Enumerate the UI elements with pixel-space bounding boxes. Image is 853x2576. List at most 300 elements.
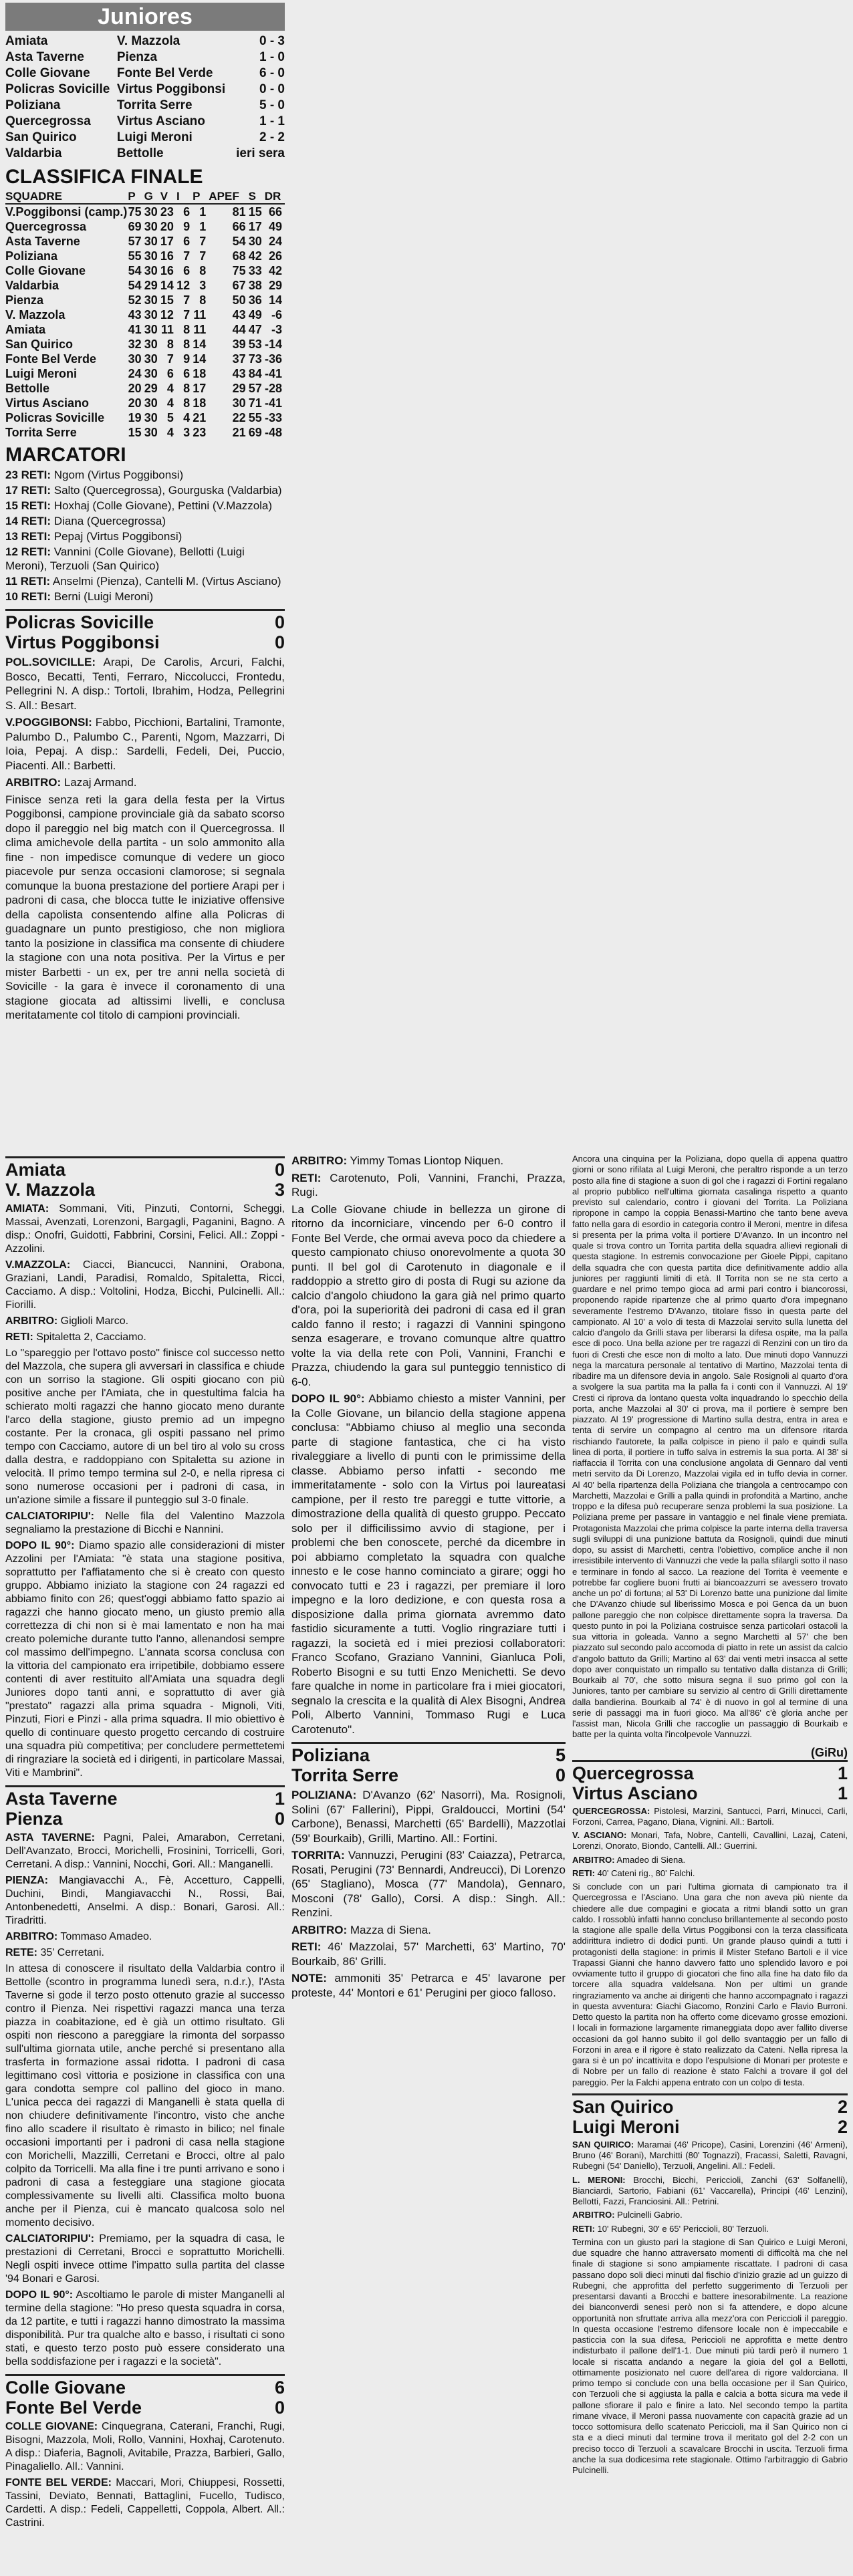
home-team: San Quirico	[572, 2096, 674, 2117]
standings-cell: -33	[264, 411, 282, 424]
report-paragraph	[5, 1259, 285, 1312]
standings-cell: V. Mazzola	[5, 308, 66, 321]
scorer-names: Hoxhaj (Colle Giovane), Pettini (V.Mazzola)	[53, 499, 273, 512]
home-score: 1	[274, 1789, 285, 1809]
paragraph-text: Cinquegrana, Caterani, Franchi, Rugi, Bisogni, Mazzola, Moli, Rollo, Vannini, Hoxhaj, Carotenuto. A disp.: Diaferia, Bagnoli, Avitabile, Prazza, Barbieri, Gallo, Pinagaliello. All.: Vannini.	[5, 2421, 285, 2472]
standings-cell: 30	[144, 396, 158, 410]
standings-header-cell: G	[144, 190, 160, 204]
standings-cell: 3	[199, 279, 207, 292]
home-score: 5	[555, 1745, 566, 1765]
scorer-names: Pepaj (Virtus Poggibonsi)	[53, 530, 182, 543]
result-away: Virtus Asciano	[116, 114, 205, 128]
standings-cell	[217, 396, 233, 410]
standings-cell	[209, 337, 217, 352]
standings-cell: 43	[128, 308, 142, 321]
standings-cell: 29	[144, 382, 158, 395]
paragraph-text: Amadeo di Siena.	[616, 1854, 686, 1865]
standings-cell: Bettolle	[5, 382, 50, 395]
report-paragraph	[5, 1962, 285, 2230]
report-paragraph	[5, 1315, 285, 1328]
match-away-row	[5, 2398, 285, 2418]
standings-cell	[217, 293, 233, 307]
match-report-continued	[291, 1154, 566, 1736]
standings-cell	[217, 366, 233, 381]
standings-cell: 69	[128, 220, 142, 233]
report-paragraph	[5, 1874, 285, 1928]
standings-cell	[217, 219, 233, 234]
standings-header-cell: A	[209, 190, 217, 203]
standings-cell: 57	[128, 235, 142, 248]
scorer-goals: 15 RETI:	[5, 499, 51, 512]
away-team: Virtus Asciano	[572, 1783, 698, 1803]
standings-cell	[209, 263, 217, 278]
standings-cell: V.Poggibonsi (camp.)	[5, 205, 128, 219]
paragraph-label: RETI:	[5, 1331, 33, 1343]
standings-header-cell: F	[232, 190, 248, 204]
match-report	[5, 2374, 285, 2530]
standings-cell: 67	[232, 279, 246, 292]
standings-row	[5, 322, 285, 337]
standings-cell: 1	[199, 205, 207, 219]
match-header	[572, 2093, 848, 2137]
paragraph-text: In attesa di conoscere il risultato della Valdarbia contro il Bettolle (scontro in programma lunedì sera, n.d.r.), l'Asta Taverne si gode il terzo posto ottenuto grazie al successo contro il Pienza. Nei rispettivi ragazzi manca una terza piazza in coabitazione, ed è già un ottimo risultato. Gli ospiti non riescono a pareggiare la rimonta del sorpasso sull'ultima giornata utile, anche perché si presentano alla trasferta in formazione assai ridotta. I padroni di casa legittimano così vittoria e posizione in classifica con una gara condotta sempre col pallino del gioco in mano. L'unica pecca dei ragazzi di Manganelli è stata quella di non chiudere definitivamente l'incontro, visto che anche fino allo scadere il risultato è rimasto in bilico; nel finale occasioni importanti per i padroni di casa nella stagione con Morichelli, Mazzilli, Cerretani e Brocci, oltre al palo colpito da Torricelli. Ma alla fine i tre punti arrivano e sono i padroni di casa a festeggiare una stagione giocata complessivamente su livelli alti. Classifica molto buona anche per il Pienza, cui è mancato qualcosa solo nel momento decisivo.	[5, 1963, 285, 2228]
standings-cell: 54	[128, 279, 142, 292]
standings-cell: 8	[183, 396, 191, 410]
standings-cell: 15	[248, 205, 262, 219]
paragraph-label: V. ASCIANO:	[572, 1830, 627, 1840]
paragraph-label: V.MAZZOLA:	[5, 1259, 71, 1271]
standings-row	[5, 234, 285, 249]
standings-row	[5, 381, 285, 396]
paragraph-label: POL.SOVICILLE:	[5, 656, 96, 668]
standings-cell: 19	[128, 411, 142, 424]
standings-cell	[209, 381, 217, 396]
paragraph-label: PIENZA:	[5, 1875, 48, 1886]
standings-cell	[217, 337, 233, 352]
standings-cell: 30	[128, 352, 142, 366]
standings-cell	[209, 307, 217, 322]
standings-cell: 5	[166, 411, 174, 424]
standings-cell: 30	[232, 396, 246, 410]
report-paragraph	[572, 1806, 848, 1828]
away-score: 1	[837, 1783, 848, 1803]
standings-cell: 57	[248, 382, 262, 395]
standings-row	[5, 263, 285, 278]
report-paragraph	[5, 715, 285, 773]
match-report	[5, 1785, 285, 2369]
standings-cell: 36	[248, 293, 262, 307]
standings-cell: 8	[199, 264, 207, 277]
result-row	[5, 114, 285, 130]
paragraph-label: CALCIATORIPIU':	[5, 1511, 94, 1522]
result-row	[5, 82, 285, 98]
standings-cell: 18	[193, 367, 207, 380]
paragraph-label: ARBITRO:	[572, 1854, 615, 1865]
standings-cell: 24	[128, 367, 142, 380]
home-team: Quercegrossa	[572, 1763, 694, 1783]
paragraph-label: FONTE BEL VERDE:	[5, 2477, 112, 2488]
away-score: 0	[555, 1765, 566, 1785]
paragraph-label: QUERCEGROSSA:	[572, 1805, 650, 1816]
result-score: 1 - 0	[259, 50, 285, 64]
paragraph-text: Fabbo, Picchioni, Bartalini, Tramonte, Palumbo D., Palumbo C., Parenti, Ngom, Mazzarri, Di Ioia, Pepaj. A disp.: Sardelli, Fedeli, Dei, Puccio, Piacenti. All.: Barbetti.	[5, 716, 285, 772]
standings-cell: 30	[144, 205, 158, 219]
report-paragraph	[572, 1830, 848, 1852]
paragraph-text: Lazaj Armand.	[64, 776, 137, 789]
result-home: Quercegrossa	[5, 114, 91, 128]
standings-cell: -6	[271, 308, 282, 321]
standings-cell: 30	[144, 235, 158, 248]
report-paragraph	[572, 1154, 848, 1741]
match-report-continued	[572, 1154, 848, 1741]
result-score: 0 - 3	[259, 34, 285, 48]
standings-cell	[217, 410, 233, 425]
standings-cell: 18	[193, 396, 207, 410]
column-lower-left	[5, 1151, 285, 2533]
standings-cell: 37	[232, 352, 246, 366]
away-team: Pienza	[5, 1809, 63, 1829]
standings-cell: 30	[144, 264, 158, 277]
scorer-row	[5, 499, 285, 513]
paragraph-label: DOPO IL 90°:	[291, 1392, 365, 1405]
standings-cell: 54	[128, 264, 142, 277]
report-paragraph	[291, 1154, 566, 1168]
standings-cell	[209, 293, 217, 307]
result-score: 5 - 0	[259, 98, 285, 112]
standings-cell: 8	[166, 338, 174, 351]
standings-cell: 53	[248, 338, 262, 351]
report-paragraph	[291, 1171, 566, 1200]
match-header	[291, 1742, 566, 1785]
report-paragraph	[291, 1923, 566, 1938]
match-report	[572, 2093, 848, 2476]
standings-cell	[209, 425, 217, 440]
standings-row	[5, 307, 285, 322]
paragraph-label: ARBITRO:	[572, 2210, 615, 2220]
away-team: Fonte Bel Verde	[5, 2398, 142, 2418]
report-paragraph	[5, 1331, 285, 1344]
standings-cell: Policras Sovicille	[5, 411, 105, 424]
standings-header-cell: P	[193, 190, 209, 204]
paragraph-text: Tommaso Amadeo.	[60, 1931, 152, 1942]
report-paragraph	[572, 1882, 848, 2088]
standings-cell: -36	[264, 352, 282, 366]
standings-cell: -3	[271, 323, 282, 336]
paragraph-label: SAN QUIRICO:	[572, 2139, 634, 2150]
paragraph-text: Lo "spareggio per l'ottavo posto" finisce col successo netto del Mazzola, che supera gli avversari in classifica e chiude con un sorriso la stagione. Gli ospiti giocano con più positive anche per l'Amiata, che in questultima falcia ha schierato molti ragazzi che hanno giocato meno durante l'arco della stagione, giusto premio ad un impegno costante. Per la cronaca, gli ospiti passano nel primo tempo con Cacciamo, autore di un bel tiro al volo su cross dalla destra, e raddoppiano con Spitaletta su azione in velocità. Il primo tempo termina sul 2-0, e nella ripresa ci sono numerose occasioni per i padroni di casa, in un'azione simile a fissare il punteggio sul 3-0 finale.	[5, 1347, 285, 1506]
paragraph-text: Nelle fila del Valentino Mazzola segnaliamo la prestazione di Bicchi e Nannini.	[5, 1511, 285, 1535]
standings-cell	[217, 322, 233, 337]
paragraph-text: ammoniti 35' Petrarca e 45' lavarone per proteste, 44' Montori e 61' Perugini per gioco falloso.	[291, 1972, 566, 1999]
standings-cell: 66	[232, 220, 246, 233]
standings-cell: 7	[183, 293, 191, 307]
standings-cell	[209, 352, 217, 366]
match-report	[5, 1156, 285, 1780]
home-team: Colle Giovane	[5, 2377, 126, 2398]
match-home-row	[5, 1156, 285, 1180]
paragraph-text: Mangiavacchi A., Fè, Accetturo, Cappelli, Duchini, Bindi, Mangiavacchi N., Rossi, Bai, Antonbenedetti, Anselmi. A disp.: Bonari, Garosi. All.: Tiradritti.	[5, 1875, 285, 1926]
scorer-names: Anselmi (Pienza), Cantelli M. (Virtus Asciano)	[52, 575, 281, 588]
standings-cell: 8	[183, 323, 191, 336]
standings-row	[5, 425, 285, 440]
standings-header-cell: SQUADRE	[5, 190, 128, 204]
standings-cell: Asta Taverne	[5, 235, 80, 248]
standings-cell: 3	[183, 426, 191, 439]
standings-cell: -14	[264, 338, 282, 351]
results-table	[5, 33, 285, 162]
paragraph-label: ARBITRO:	[291, 1923, 348, 1936]
away-score: 0	[274, 632, 285, 652]
standings-row	[5, 337, 285, 352]
standings-cell	[217, 425, 233, 440]
scorer-row	[5, 514, 285, 528]
scorer-names: Vannini (Colle Giovane), Bellotti (Luigi Meroni), Terzuoli (San Quirico)	[5, 545, 245, 572]
paragraph-label: ARBITRO:	[5, 776, 62, 789]
match-header	[5, 2374, 285, 2418]
match-away-row	[5, 1180, 285, 1200]
scorer-row	[5, 529, 285, 543]
standings-cell: 41	[128, 323, 142, 336]
author-credit: (GiRu)	[811, 1745, 848, 1759]
standings-cell: 42	[268, 264, 282, 277]
standings-cell: 42	[248, 249, 262, 263]
standings-cell: 12	[176, 279, 191, 292]
report-paragraph	[291, 1848, 566, 1920]
paragraph-label: L. MERONI:	[572, 2174, 626, 2185]
paragraph-text: 40' Cateni rig., 80' Falchi.	[597, 1867, 695, 1878]
standings-cell: 81	[232, 205, 246, 219]
standings-cell	[217, 278, 233, 293]
standings-header-cell: PE	[217, 190, 233, 203]
standings-row	[5, 293, 285, 307]
standings-cell	[209, 204, 217, 219]
paragraph-text: Carotenuto, Poli, Vannini, Franchi, Prazza, Rugi.	[291, 1171, 566, 1198]
home-team: Poliziana	[291, 1745, 370, 1765]
report-paragraph	[291, 1202, 566, 1390]
standings-cell: 7	[183, 249, 191, 263]
away-score: 3	[274, 1180, 285, 1200]
standings-cell: 30	[144, 308, 158, 321]
standings-cell: 11	[193, 323, 207, 336]
paragraph-text: 35' Cerretani.	[40, 1947, 104, 1958]
column-1	[5, 0, 285, 1025]
standings-cell: 20	[128, 396, 142, 410]
scorer-goals: 10 RETI:	[5, 590, 51, 603]
result-row	[5, 130, 285, 146]
paragraph-text: Maramai (46' Pricope), Casini, Lorenzini (46' Armeni), Bruno (46' Borani), Marchitti (80' Tognazzi), Fracassi, Saletti, Ravagni, Rubegni (54' Daniello), Terzuoli, Angelini. All.: Fedeli.	[572, 2139, 848, 2172]
report-paragraph	[5, 1347, 285, 1507]
standings-row	[5, 410, 285, 425]
match-home-row	[572, 2093, 848, 2117]
paragraph-label: RETI:	[572, 2223, 595, 2234]
standings-row	[5, 352, 285, 366]
standings-table	[5, 190, 285, 440]
match-home-row	[291, 1742, 566, 1765]
paragraph-label: ARBITRO:	[291, 1154, 348, 1167]
paragraph-label: COLLE GIOVANE:	[5, 2421, 98, 2432]
paragraph-text: Pistolesi, Marzini, Santucci, Parri, Minucci, Carli, Forzoni, Carrea, Pagano, Diana, Vignini. All.: Bartoli.	[572, 1805, 848, 1827]
standings-cell: 50	[232, 293, 246, 307]
standings-cell: 7	[199, 235, 207, 248]
report-paragraph	[291, 1971, 566, 2000]
standings-cell	[209, 234, 217, 249]
standings-cell: 4	[183, 411, 191, 424]
report-paragraph	[291, 1788, 566, 1845]
column-lower-middle	[291, 1151, 566, 2003]
paragraph-text: 10' Rubegni, 30' e 65' Periccioli, 80' Terzuoli.	[597, 2223, 769, 2234]
standings-cell: 29	[232, 382, 246, 395]
paragraph-label: TORRITA:	[291, 1849, 345, 1861]
result-away: Bettolle	[116, 146, 164, 160]
standings-cell: 54	[232, 235, 246, 248]
standings-cell: 6	[183, 205, 191, 219]
standings-cell: Valdarbia	[5, 279, 59, 292]
standings-cell: -41	[264, 396, 282, 410]
standings-cell: 68	[232, 249, 246, 263]
standings-header-cell: S	[249, 190, 265, 204]
paragraph-label: DOPO IL 90°:	[5, 2289, 74, 2301]
standings-cell: 47	[248, 323, 262, 336]
report-paragraph	[5, 1946, 285, 1960]
report-paragraph	[572, 2237, 848, 2476]
result-home: Policras Sovicille	[5, 82, 110, 96]
scorer-row	[5, 468, 285, 482]
match-home-row	[5, 609, 285, 632]
scorer-goals: 13 RETI:	[5, 530, 51, 543]
report-paragraph	[5, 1539, 285, 1780]
report-paragraph	[572, 1855, 848, 1865]
result-home: San Quirico	[5, 130, 77, 144]
paragraph-text: D'Avanzo (62' Nasorri), Ma. Rosignoli, Solini (67' Fallerini), Pippi, Graldoucci, Mortini (54' Carbone), Benassi, Marchetti (65' Bardelli), Mazzotlai (59' Bourkaib), Grilli, Martino. All.: Fortini.	[291, 1789, 566, 1845]
result-row	[5, 98, 285, 114]
scorer-row	[5, 590, 285, 604]
result-score: 2 - 2	[259, 130, 285, 144]
standings-cell: Fonte Bel Verde	[5, 352, 97, 366]
standings-cell: 24	[268, 235, 282, 248]
standings-cell: 14	[268, 293, 282, 307]
report-paragraph	[5, 655, 285, 713]
paragraph-text: Ancora una cinquina per la Poliziana, dopo quella di appena quattro giorni or sono rifilata al Luigi Meroni, che peraltro risponde a un terzo posto alla fine di stagione a suon di gol che i ragazzi di Fortini regalano al proprio pubblico nell'ultima giornata casalinga rispetto a quanto previsto sul calendario, contro i giovani del Torrita. La Poliziana ripropone in campo la coppia Benassi-Martino che tanto bene aveva fatto nella gara di esordio in categoria contro il Meroni, mentre in difesa si presenta per la prima volta il portiere D'Avanzo. In un incontro nel quale si trova contro un Torrita partita della squadra allievi regionali di questa stagione. In estremis convocazione per Gioele Pippi, capitano della squadra che con questa partita dice definitivamente addio alla juniores per raggiunti limiti di età. Il Torrita non se ne sta certo a guardare e nel primo tempo gioca ad armi pari contro i biancorossi, proponendo rapide ripartenze che al primo quarto d'ora impegnano severamente l'estremo D'Avanzo, titolare fisso in questa parte del campionato. Al 10' a volo di testa di Mazzolai servito sulla lunetta del calcio d'angolo da Grilli stava per liberarsi la difesa ospite, ma la palla esce di poco. Una bella azione per tre ragazzi di Renzini con un tiro da fuori di Cresti che esce non di molto a lato. Due minuti dopo Vannuzzi nega la marcatura personale al tentativo di Martino, Mazzolai tenta di ribadire ma un difensore devia in angolo. Sale Rosignoli al quarto d'ora a svolgere la sua partita ma la palla fa i conti con il Vannuzzi. Al 19' Cresti ci riprova da lontano questa volta inquadrando lo specchio della porta, anche Mazzolai al 30' ci prova, ma il portiere è sempre ben piazzato. Al 19' progressione di Martino sulla destra, entra in area e tenta di servire un compagno al centro ma un difensore ritarda rischiando l'autorete, la palla colpisce in pieno il palo e quindi sulla linea di porta, il portiere in tuffo salva in estremis la sua porta. Al 38' si riaffaccia il Torrita con una conclusione angolata di Gennaro dal venti metri servito da Di Lorenzo, Mazzolai vigila ed in tuffo devia in corner. Al 40' bella ripartenza della Poliziana che triangola a centrocampo con Marchetti, Mazzolai e Grilli a palla quindi in profondità a Martino, anche troppo e la difesa può recuperare senza problemi la sua posizione. La Poliziana preme per passare in vantaggio e nel finale viene premiata. Protagonista Mazzolai che prima colpisce la parte interna della traversa sugli sviluppi di una punizione battuta da Rosignoli, quindi due minuti dopo, su assist di Marchetti, centra l'obiettivo, complice anche il non irresistibile intervento di Vannuzzi che vede la palla sfilargli sotto il naso e terminare in fondo al sacco. La reazione del Torrita è veemente e potrebbe far cogliere buoni frutti ai biancoazzurri se avessero trovato anche un po' di fortuna; al 53' Di Lorenzo batte una punizione dal limite che D'Avanzo chiude sul liberissimo Mosca e poi Genca da un buon pallone pareggio che non colpisce direttamente sopra la traversa. Da questo punto in poi la Poliziana costruisce senza particolari ostacoli la sua vittoria in goleada. Vanno a segno Marchetti al 57' che ben piazzato sul secondo palo accomoda di piatto in rete un assist da calcio d'angolo battuto da Grilli; Martino al 63' dai venti metri insacca al sette dopo aver conquistato un rimpallo su tentativo dalla distanza di Grilli; Bourkaib al 70', che sotto misura segna il suo primo gol con la Juniores, tanto per cambiare su servizio al centro di Grilli direttamente dalla bandierina. Bourkaib al 74' è di nuovo in gol al termine di una serie di passaggi ma in fuori gioco. Ma all'86' c'è gloria anche per l'assist man, Nicola Grilli che raccoglie un passaggio di Bourkaib e batte per la quinta volta l'incolpevole Vannuzzi.	[572, 1154, 848, 1740]
standings-cell: 43	[232, 308, 246, 321]
paragraph-label: RETI:	[572, 1867, 595, 1878]
standings-cell: 4	[166, 382, 174, 395]
standings-cell	[209, 396, 217, 410]
report-paragraph	[5, 2232, 285, 2286]
standings-cell: 55	[248, 411, 262, 424]
result-score: 0 - 0	[259, 82, 285, 96]
standings-cell: 16	[160, 264, 174, 277]
standings-cell: 66	[268, 205, 282, 219]
scorer-names: Salto (Quercegrossa), Gourguska (Valdarbia)	[53, 484, 282, 497]
home-score: 1	[837, 1763, 848, 1783]
standings-cell	[217, 381, 233, 396]
standings-cell: Colle Giovane	[5, 264, 86, 277]
paragraph-text: Ciacci, Biancucci, Nannini, Orabona, Graziani, Landi, Paradisi, Romaldo, Spitaletta, Ricci, Cacciamo. A disp.: Voltolini, Hodza, Bicchi, Pulcinelli. All.: Fiorilli.	[5, 1259, 285, 1311]
paragraph-text: Vannuzzi, Perugini (83' Caiazza), Petrarca, Rosati, Perugini (73' Bennardi, Andreucci), Di Lorenzo (65' Stagliano), Mosca (77' Mandola), Gennaro, Mosconi (78' Gallo), Corsi. A disp.: Singh. All.: Renzini.	[291, 1849, 566, 1919]
standings-cell: 8	[183, 382, 191, 395]
standings-cell: 7	[199, 249, 207, 263]
match-report	[572, 1746, 848, 2088]
standings-cell: 4	[166, 426, 174, 439]
standings-cell: 15	[128, 426, 142, 439]
report-paragraph	[572, 2140, 848, 2172]
standings-cell: 29	[144, 279, 158, 292]
standings-cell: 11	[193, 308, 207, 321]
standings-cell: -41	[264, 367, 282, 380]
standings-cell: 43	[232, 367, 246, 380]
paragraph-text: Premiamo, per la squadra di casa, le prestazioni di Cerretani, Brocci e soprattutto Morichelli. Negli ospiti invece ottime l'impatto sulla partita del classe '94 Bonari e Garosi.	[5, 2233, 285, 2285]
match-header	[572, 1746, 848, 1803]
scorer-goals: 12 RETI:	[5, 545, 51, 558]
standings-cell: 30	[144, 220, 158, 233]
report-paragraph	[572, 2175, 848, 2208]
result-home: Amiata	[5, 34, 48, 48]
paragraph-text: Yimmy Tomas Liontop Niquen.	[350, 1154, 504, 1167]
result-row	[5, 49, 285, 66]
standings-row	[5, 366, 285, 381]
standings-cell: 22	[232, 411, 246, 424]
scorer-names: Diana (Quercegrossa)	[53, 515, 166, 527]
report-paragraph	[572, 2224, 848, 2234]
standings-cell: 30	[144, 411, 158, 424]
standings-cell: Torrita Serre	[5, 426, 77, 439]
paragraph-label: V.POGGIBONSI:	[5, 716, 92, 729]
report-paragraph	[5, 2420, 285, 2474]
result-home: Valdarbia	[5, 146, 62, 160]
result-score: 1 - 1	[259, 114, 285, 128]
standings-cell: 20	[128, 382, 142, 395]
standings-cell: Quercegrossa	[5, 220, 87, 233]
standings-cell: 71	[248, 396, 262, 410]
standings-cell: 14	[160, 279, 174, 292]
match-home-row	[5, 2374, 285, 2398]
standings-cell	[209, 249, 217, 263]
away-team: Virtus Poggibonsi	[5, 632, 160, 652]
standings-cell	[217, 307, 233, 322]
standings-title: CLASSIFICA FINALE	[5, 166, 203, 188]
paragraph-text: Mazza di Siena.	[350, 1923, 431, 1936]
standings-cell: 1	[199, 220, 207, 233]
paragraph-text: Arapi, De Carolis, Arcuri, Falchi, Bosco, Becatti, Tenti, Ferraro, Niccolucci, Frontedu, Pellegrini N. A disp.: Tortoli, Ibrahim, Hodza, Pellegrini S. All.: Besart.	[5, 656, 285, 712]
standings-cell: 44	[232, 323, 246, 336]
paragraph-label: POLIZIANA:	[291, 1789, 357, 1801]
standings-cell: 14	[193, 338, 207, 351]
result-away: Pienza	[116, 50, 158, 64]
standings-cell: 7	[183, 308, 191, 321]
match-home-row	[572, 1760, 848, 1783]
scorer-goals: 14 RETI:	[5, 515, 51, 527]
paragraph-label: ARBITRO:	[5, 1931, 58, 1942]
standings-cell: 14	[193, 352, 207, 366]
column-lower-right	[572, 1151, 848, 2478]
result-away: Torrita Serre	[116, 98, 193, 112]
standings-cell: 17	[160, 235, 174, 248]
paragraph-label: CALCIATORIPIU':	[5, 2233, 94, 2244]
standings-cell: 75	[232, 264, 246, 277]
standings-cell: 23	[193, 426, 207, 439]
home-team: Amiata	[5, 1160, 66, 1180]
match-report	[5, 609, 285, 1023]
paragraph-text: Abbiamo chiesto a mister Vannini, per la Colle Giovane, un bilancio della stagione appena conclusa: "Abbiamo chiuso al meglio una seconda parte di stagione fantastica, che ci ha visto rivaleggiare a livello di punti con le primissime della classe. Abbiamo perso infatti - secondo me immeritatamente - solo con la Virtus poi laureatasi campione, per il resto tre pareggi e tutte vittorie, a dimostrazione della qualità di questo gruppo. Peccato solo per il difficilissimo avvio di stagione, per i problemi che ben conoscete, perché da dicembre in poi abbiamo completato la squadra con qualche innesto e le cose hanno cominciato a girare; oggi ho convocato tutti e 23 i ragazzi, per premiare il loro impegno e la loro dedizione, e con questa rosa a disposizione dalla prima giornata avremmo dato fastidio sicuramente a tutti. Voglio ringraziare tutti i ragazzi, la società ed i miei preziosi collaboratori: Franco Scofano, Graziano Vannini, Gianluca Poli, Roberto Bisogni e su tutti Enzo Menichetti. Se devo fare qualche in nome in particolare fra i miei giocatori, segnalo la crescita e la qualità di Alex Bisogni, Andrea Poli, Alberto Vannini, Tommaso Rugi e Luca Carotenuto".	[291, 1392, 566, 1736]
report-paragraph	[5, 2289, 285, 2369]
standings-cell: 49	[268, 220, 282, 233]
result-row	[5, 33, 285, 49]
paragraph-label: DOPO IL 90°:	[5, 1540, 75, 1551]
home-score: 2	[837, 2096, 848, 2117]
standings-row	[5, 204, 285, 219]
match-away-row	[5, 632, 285, 652]
paragraph-text: Spitaletta 2, Cacciamo.	[36, 1331, 146, 1343]
